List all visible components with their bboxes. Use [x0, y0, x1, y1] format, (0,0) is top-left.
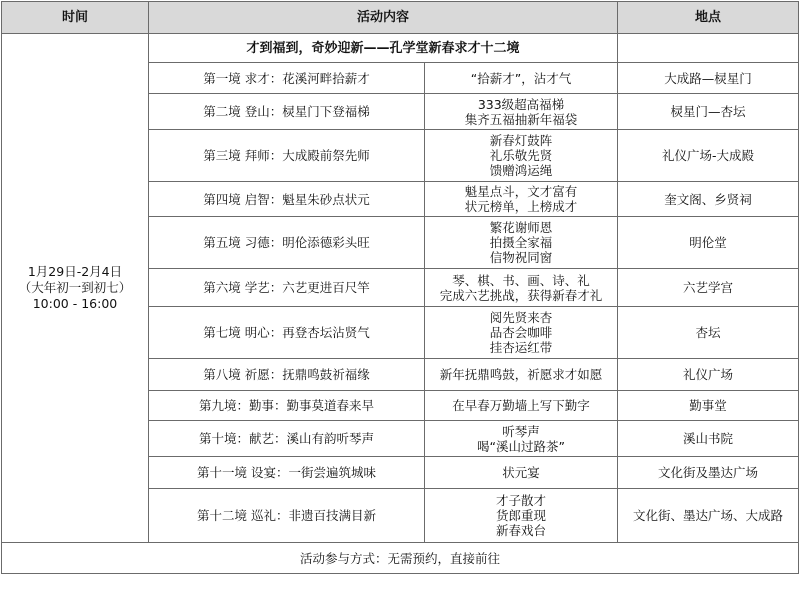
stage-activities [425, 457, 618, 489]
stage-activities [425, 391, 618, 421]
stage-location: 六艺学宫 [618, 269, 799, 307]
activity-line: 状元宴 [502, 465, 540, 480]
stage-activities [425, 217, 618, 269]
time-cell [2, 34, 149, 543]
stage-activities [425, 94, 618, 130]
stage-name: 第五境 习德：明伦添德彩头旺 [149, 217, 425, 269]
header-time: 时间 [2, 2, 149, 34]
activity-line: 魁星点斗，文才富有 [464, 184, 578, 199]
activity-line: 琴、棋、书、画、诗、礼 [452, 272, 590, 288]
stage-activities [425, 130, 618, 182]
stage-location: 勤事堂 [618, 391, 799, 421]
stage-name: 第六境 学艺：六艺更进百尺竿 [149, 269, 425, 307]
stage-name: 第十境：献艺：溪山有韵听琴声 [149, 421, 425, 457]
time-hours: 10:00 - 16:00 [32, 296, 118, 311]
stage-location: 礼仪广场 [618, 359, 799, 391]
stage-name: 第十二境 巡礼：非遗百技满目新 [149, 489, 425, 543]
activity-line: 繁花谢师恩 [489, 220, 553, 235]
featured-location-empty [618, 34, 799, 63]
activity-line: 集齐五福抽新年福袋 [464, 111, 578, 127]
stage-location: 杏坛 [618, 307, 799, 359]
stage-activities [425, 307, 618, 359]
stage-location: 奎文阁、乡贤祠 [618, 182, 799, 217]
activity-line: 信物祝同窗 [489, 250, 553, 265]
activity-line: “拾薪才”，沾才气 [470, 70, 572, 86]
activity-line: 新春戏台 [496, 523, 547, 538]
time-dates: 1月29日-2月4日 [27, 264, 123, 279]
stage-location: 溪山书院 [618, 421, 799, 457]
stage-activities [425, 421, 618, 457]
activity-line: 状元榜单，上榜成才 [464, 199, 578, 214]
stage-location: 大成路—棂星门 [618, 63, 799, 94]
activity-line: 货郎重现 [496, 508, 547, 523]
header-content: 活动内容 [149, 2, 618, 34]
stage-location: 棂星门—杏坛 [618, 94, 799, 130]
activity-line: 才子散才 [496, 493, 547, 508]
stage-activities [425, 63, 618, 94]
header-location: 地点 [618, 2, 799, 34]
stage-name: 第三境 拜师：大成殿前祭先师 [149, 130, 425, 182]
stage-location: 文化街、墨达广场、大成路 [618, 489, 799, 543]
activity-line: 拍摄全家福 [489, 235, 553, 250]
stage-name: 第四境 启智：魁星朱砂点状元 [149, 182, 425, 217]
activity-line: 333级超高福梯 [477, 96, 565, 112]
stage-name: 第二境 登山：棂星门下登福梯 [149, 94, 425, 130]
stage-name: 第一境 求才：花溪河畔拾薪才 [149, 63, 425, 94]
activity-line: 新年抚鼎鸣鼓，祈愿求才如愿 [439, 367, 603, 382]
time-lunar: （大年初一到初七） [18, 280, 132, 295]
stage-location: 礼仪广场-大成殿 [618, 130, 799, 182]
activity-line: 礼乐敬先贤 [489, 148, 553, 163]
stage-activities [425, 182, 618, 217]
stage-name: 第十一境 设宴：一街尝遍筑城味 [149, 457, 425, 489]
stage-name: 第九境：勤事：勤事莫道春来早 [149, 391, 425, 421]
activity-line: 馈赠鸿运绳 [489, 163, 553, 178]
stage-name: 第八境 祈愿：抚鼎鸣鼓祈福缘 [149, 359, 425, 391]
activity-line: 新春灯鼓阵 [489, 133, 553, 148]
featured-row [2, 34, 799, 63]
activity-line: 喝“溪山过路茶” [477, 438, 565, 454]
footer-row [2, 543, 799, 574]
header-row [2, 2, 799, 34]
stage-location: 文化街及墨达广场 [618, 457, 799, 489]
stage-location: 明伦堂 [618, 217, 799, 269]
schedule-table [1, 1, 799, 574]
stage-activities [425, 269, 618, 307]
participation-note: 活动参与方式：无需预约，直接前往 [2, 543, 799, 574]
stage-name: 第七境 明心：再登杏坛沾贤气 [149, 307, 425, 359]
activity-line: 挂杏运红带 [489, 340, 553, 355]
featured-title: 才到福到，奇妙迎新——孔学堂新春求才十二境 [149, 34, 618, 63]
activity-line: 完成六艺挑战，获得新春才礼 [439, 287, 603, 303]
activity-line: 阅先贤来杏 [489, 310, 553, 325]
stage-activities [425, 359, 618, 391]
activity-line: 品杏会咖啡 [489, 325, 553, 340]
stage-activities [425, 489, 618, 543]
activity-line: 在早春万勤墙上写下勤字 [452, 398, 590, 413]
activity-line: 听琴声 [502, 423, 540, 439]
